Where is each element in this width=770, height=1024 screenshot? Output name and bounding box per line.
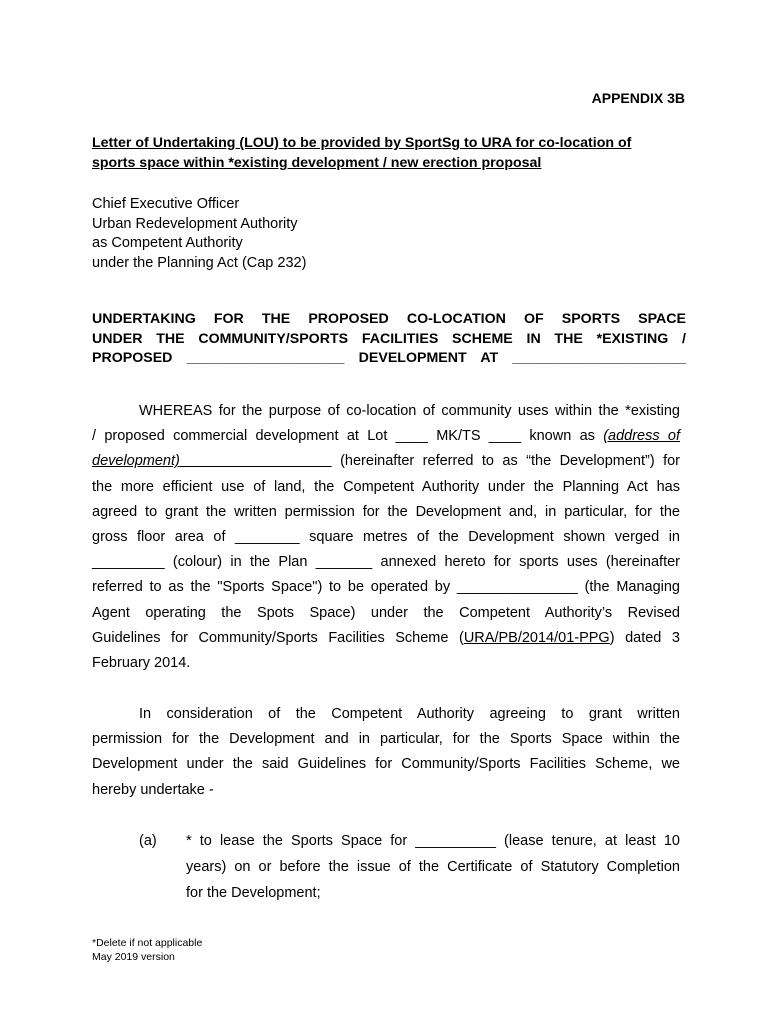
letter-heading (92, 133, 682, 173)
version-note: May 2019 version (92, 951, 175, 963)
paragraph-line: Development under the said Guidelines for Community/Sports Facilities Scheme, we (92, 756, 680, 773)
list-item-body (186, 828, 680, 906)
appendix-label: APPENDIX 3B (591, 90, 685, 106)
undertaking-title-line-3: PROPOSED ____________________ DEVELOPMENT AT ______________________ (92, 350, 686, 366)
paragraph-text: ) dated 3 (609, 629, 680, 646)
addressee-line: under the Planning Act (Cap 232) (92, 254, 307, 271)
undertaking-title (92, 310, 686, 369)
paragraph-line: WHEREAS for the purpose of co-location of community uses within the *existing (139, 403, 680, 419)
paragraph-text: Guidelines for Community/Sports Facilities Scheme ( (92, 629, 464, 646)
address-blank (180, 453, 332, 469)
paragraph-line: gross floor area of ________ square metres of the Development shown verged in (92, 529, 680, 546)
whereas-paragraph (92, 399, 680, 676)
paragraph-text: / proposed commercial development at Lot ____ MK/TS ____ known as (92, 428, 604, 445)
paragraph-line: referred to as the "Sports Space") to be operated by _______________ (the Managing (92, 579, 680, 596)
paragraph-line: In consideration of the Competent Authority agreeing to grant written (139, 706, 680, 722)
addressee-line: as Competent Authority (92, 235, 243, 251)
list-item-line: * to lease the Sports Space for __________ (lease tenure, at least 10 (186, 833, 680, 849)
paragraph-line: permission for the Development and in particular, for the Sports Space within the (92, 731, 680, 748)
address-placeholder: (address of (603, 428, 680, 445)
paragraph-text: (hereinafter referred to as “the Development”) for (331, 453, 681, 470)
paragraph-line (92, 424, 680, 449)
guidelines-reference: URA/PB/2014/01-PPG (463, 629, 610, 646)
paragraph-line: agreed to grant the written permission for the Development and, in particular, for the (92, 503, 680, 520)
heading-line-2: sports space within *existing development / new erection proposal (92, 155, 542, 171)
paragraph-line (92, 626, 680, 651)
consideration-paragraph (92, 702, 680, 803)
footnote (92, 936, 202, 964)
address-placeholder-cont: development) (92, 453, 180, 470)
addressee-block (92, 195, 592, 273)
addressee-line: Urban Redevelopment Authority (92, 215, 298, 232)
paragraph-line: _________ (colour) in the Plan _______ annexed hereto for sports uses (hereinafter (92, 554, 680, 571)
undertaking-title-line-1: UNDERTAKING FOR THE PROPOSED CO-LOCATION OF SPORTS SPACE (92, 311, 686, 327)
paragraph-line (92, 449, 680, 474)
list-item-line: for the Development; (186, 885, 321, 901)
heading-line-1: Letter of Undertaking (LOU) to be provided by SportSg to URA for co-location of (92, 135, 632, 151)
paragraph-line: Agent operating the Spots Space) under the Competent Authority’s Revised (92, 604, 680, 621)
paragraph-line: February 2014. (92, 655, 191, 672)
paragraph-line: the more efficient use of land, the Competent Authority under the Planning Act has (92, 478, 680, 495)
addressee-line: Chief Executive Officer (92, 196, 240, 212)
undertaking-title-line-2: UNDER THE COMMUNITY/SPORTS FACILITIES SCHEME IN THE *EXISTING / (92, 330, 686, 347)
list-item-line: years) on or before the issue of the Certificate of Statutory Completion (186, 859, 680, 875)
footnote-line: *Delete if not applicable (92, 937, 203, 949)
list-item-label: (a) (139, 833, 157, 849)
paragraph-line: hereby undertake - (92, 781, 214, 798)
